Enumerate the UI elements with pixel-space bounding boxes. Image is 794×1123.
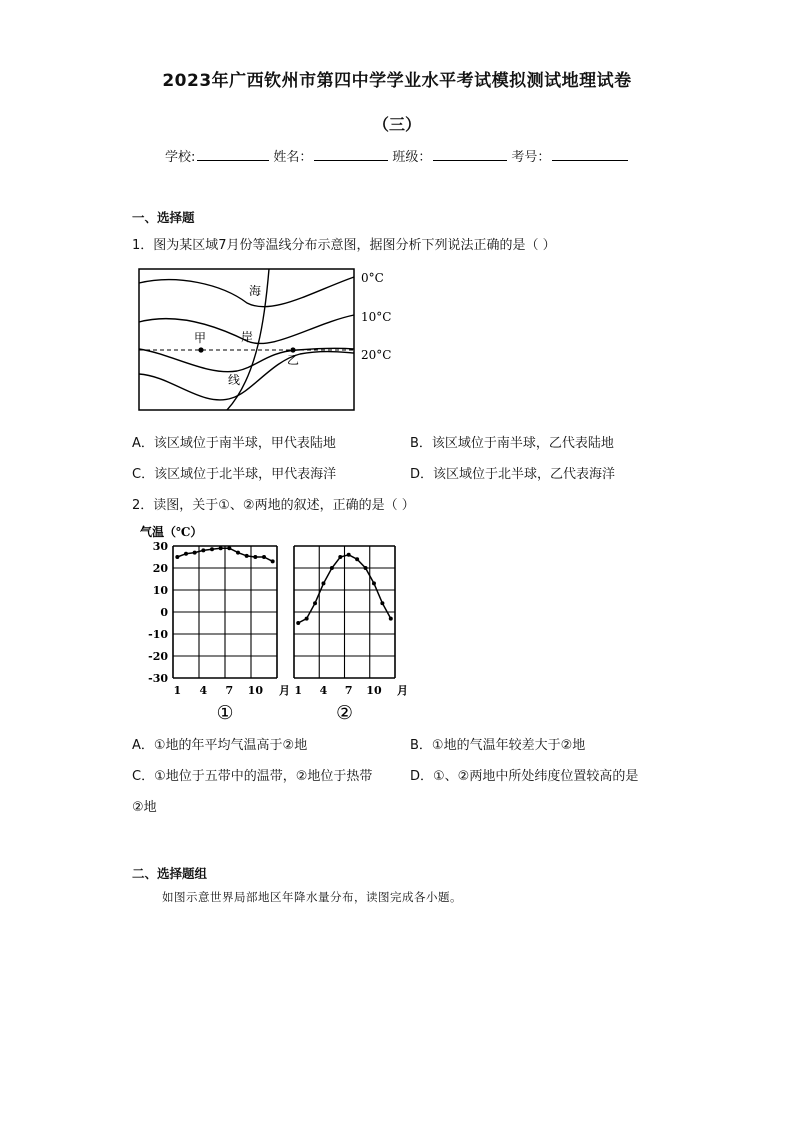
name-field[interactable] (314, 146, 388, 161)
chart-panel-2 (294, 546, 395, 678)
panel-label-1: ① (216, 702, 234, 724)
data-point (253, 555, 257, 559)
isotherm-label-0: 0°C (361, 271, 384, 285)
y-tick-labels (148, 540, 168, 685)
section-2-heading: 二、选择题组 (132, 866, 208, 881)
x-tick-label: 1 (173, 684, 182, 697)
x-tick-labels (174, 684, 408, 697)
temperature-charts (132, 522, 412, 727)
school-label: 学校: (165, 150, 196, 165)
chart-panel-1 (173, 546, 277, 678)
point-jia-label: 甲 (194, 331, 207, 345)
x-tick-label: 7 (344, 684, 353, 697)
data-point (210, 547, 214, 551)
data-point (271, 559, 275, 563)
data-point (245, 554, 249, 558)
data-point (313, 601, 317, 605)
data-point (338, 555, 342, 559)
data-point (219, 546, 223, 550)
q2-option-a[interactable]: A．①地的年平均气温高于②地 (132, 738, 308, 753)
question-1-stem: 1．图为某区域7月份等温线分布示意图，据图分析下列说法正确的是（ ） (132, 238, 556, 253)
exam-number-label: 考号： (511, 150, 551, 165)
y-tick-label: -10 (148, 628, 168, 641)
y-tick-label: -20 (148, 650, 168, 663)
data-point (201, 548, 205, 552)
data-point (355, 557, 359, 561)
coast-char-3: 线 (228, 373, 241, 387)
q1-option-b[interactable]: B．该区域位于南半球，乙代表陆地 (410, 436, 614, 451)
isotherm-map (132, 266, 402, 416)
data-point (347, 553, 351, 557)
y-tick-label: 10 (152, 584, 168, 597)
x-unit-label: 月 (397, 684, 408, 697)
data-point (236, 551, 240, 555)
data-point (227, 546, 231, 550)
isotherm-label-20: 20°C (361, 348, 392, 362)
q2-option-c[interactable]: C．①地位于五带中的温带，②地位于热带 (132, 769, 373, 784)
section-2-intro: 如图示意世界局部地区年降水量分布，读图完成各小题。 (162, 890, 462, 904)
section-heading: 一、选择题 (132, 210, 195, 225)
data-point (184, 552, 188, 556)
question-2-stem: 2．读图，关于①、②两地的叙述，正确的是（ ） (132, 498, 415, 513)
exam-subtitle: （三） (372, 115, 421, 134)
data-point (175, 555, 179, 559)
x-tick-label: 10 (247, 684, 263, 697)
point-yi-label: 乙 (287, 353, 300, 367)
data-point (372, 581, 376, 585)
q2-option-d[interactable]: D．①、②两地中所处纬度位置较高的是 (410, 769, 639, 784)
data-point (262, 555, 266, 559)
data-point (330, 566, 334, 570)
q1-option-a[interactable]: A．该区域位于南半球，甲代表陆地 (132, 436, 336, 451)
data-point (364, 566, 368, 570)
exam-title: 2023年广西钦州市第四中学学业水平考试模拟测试地理试卷 (162, 71, 632, 91)
coast-char-2: 岸 (241, 330, 254, 344)
y-axis-label: 气温（℃） (140, 525, 203, 539)
name-label: 姓名： (273, 150, 313, 165)
data-point (389, 617, 393, 621)
class-label: 班级： (392, 150, 432, 165)
point-jia-marker (198, 347, 203, 352)
class-field[interactable] (433, 146, 507, 161)
x-tick-label: 10 (366, 684, 382, 697)
x-tick-label: 7 (225, 684, 234, 697)
data-point (193, 551, 197, 555)
data-point (305, 617, 309, 621)
school-field[interactable] (197, 146, 269, 161)
y-tick-label: 0 (160, 606, 168, 619)
y-tick-label: 30 (152, 540, 168, 553)
data-point (321, 581, 325, 585)
x-tick-label: 4 (199, 684, 208, 697)
panel-label-2: ② (335, 702, 354, 724)
isotherm-label-10: 10°C (361, 310, 392, 324)
data-point (296, 621, 300, 625)
q1-option-c[interactable]: C．该区域位于北半球，甲代表海洋 (132, 467, 337, 482)
y-tick-label: 20 (152, 562, 168, 575)
data-point (380, 601, 384, 605)
student-info-row (165, 146, 632, 165)
q2-option-d-continued: ②地 (132, 800, 157, 815)
coast-char-1: 海 (249, 284, 262, 298)
y-tick-label: -30 (148, 672, 168, 685)
x-tick-label: 1 (294, 684, 303, 697)
q2-option-b[interactable]: B．①地的气温年较差大于②地 (410, 738, 586, 753)
panel-labels (216, 702, 353, 724)
x-tick-label: 4 (319, 684, 328, 697)
exam-number-field[interactable] (552, 146, 628, 161)
point-yi-marker (290, 347, 295, 352)
q1-option-d[interactable]: D．该区域位于北半球，乙代表海洋 (410, 467, 616, 482)
x-unit-label: 月 (279, 684, 290, 697)
